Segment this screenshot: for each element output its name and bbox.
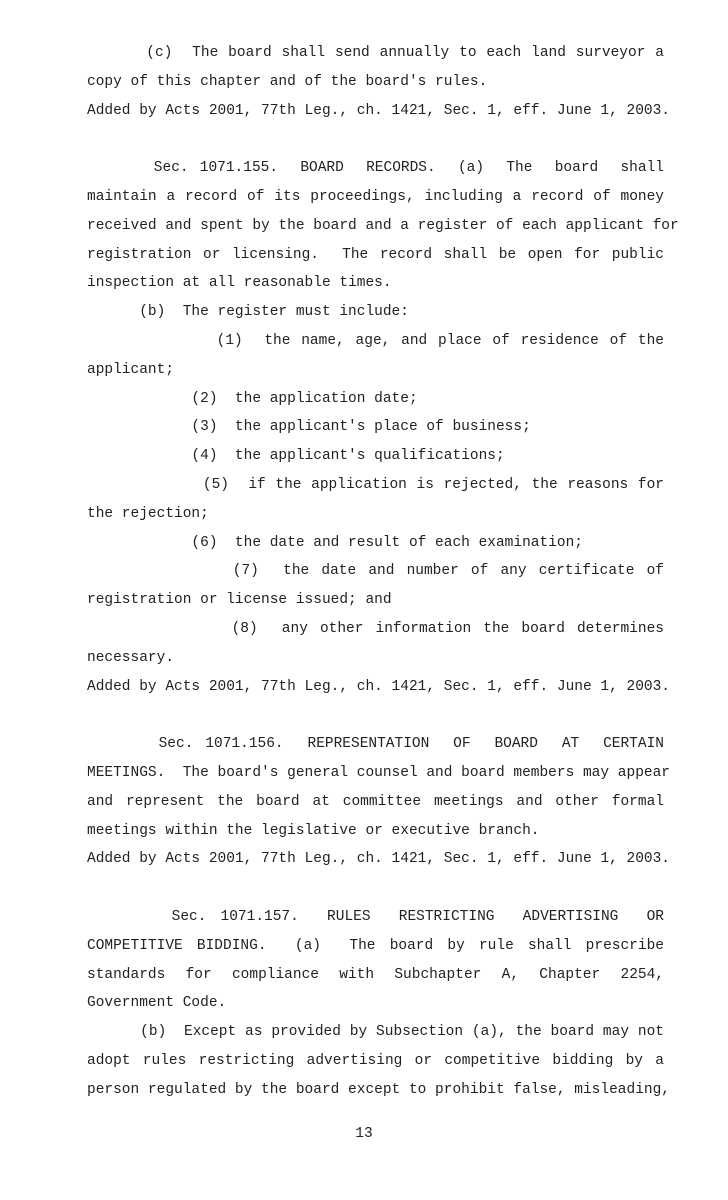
text-line: (8) any other information the board determines (87, 621, 664, 637)
text-line: COMPETITIVE BIDDING. (a) The board by rule shall prescribe (87, 937, 664, 954)
text-line: MEETINGS. The board's general counsel and board members may appear (87, 765, 670, 781)
blank-line (87, 878, 664, 898)
page-number: 13 (355, 1126, 373, 1142)
text-line: person regulated by the board except to prohibit false, misleading, (87, 1081, 670, 1098)
text-line: necessary. (87, 649, 175, 666)
text-line: inspection at all reasonable times. (87, 275, 392, 292)
text-line: Added by Acts 2001, 77th Leg., ch. 1421, Sec. 1, eff. June 1, 2003. (87, 102, 670, 119)
text-line: (c) The board shall send annually to each land surveyor a (87, 45, 664, 61)
text-line: applicant; (87, 361, 175, 378)
text-line: Added by Acts 2001, 77th Leg., ch. 1421, Sec. 1, eff. June 1, 2003. (87, 678, 670, 695)
text-line: adopt rules restricting advertising or competitive bidding by a (87, 1053, 664, 1069)
text-line: registration or license issued; and (87, 592, 392, 609)
text-line: (4) the applicant's qualifications; (87, 448, 505, 465)
text-line: copy of this chapter and of the board's rules. (87, 73, 488, 90)
text-line: (3) the applicant's place of business; (87, 419, 531, 436)
text-line: Sec. 1071.155. BOARD RECORDS. (a) The board shall (87, 160, 664, 177)
text-line: registration or licensing. The record shall be open for public (87, 246, 664, 263)
text-line: Added by Acts 2001, 77th Leg., ch. 1421, Sec. 1, eff. June 1, 2003. (87, 851, 670, 868)
text-line: Government Code. (87, 995, 227, 1012)
blank-line (87, 705, 664, 725)
text-line: (b) Except as provided by Subsection (a), the board may not (87, 1024, 664, 1041)
text-line: (7) the date and number of any certificate of (87, 563, 664, 580)
text-line: standards for compliance with Subchapter A, Chapter 2254, (87, 966, 664, 983)
text-line: meetings within the legislative or executive branch. (87, 822, 540, 839)
text-line: (b) The register must include: (87, 304, 409, 321)
text-line: the rejection; (87, 505, 209, 522)
text-line: (2) the application date; (87, 390, 418, 407)
text-line: (6) the date and result of each examination; (87, 534, 583, 551)
text-line: Sec. 1071.157. RULES RESTRICTING ADVERTISING OR (87, 909, 664, 925)
text-line: maintain a record of its proceedings, including a record of money (87, 189, 664, 205)
text-line: and represent the board at committee meetings and other formal (87, 793, 664, 810)
text-line: (1) the name, age, and place of residence of the (87, 333, 664, 349)
text-line: received and spent by the board and a register of each applicant for (87, 217, 679, 234)
text-line: Sec. 1071.156. REPRESENTATION OF BOARD AT CERTAIN (87, 736, 664, 753)
text-line: (5) if the application is rejected, the reasons for (87, 477, 664, 493)
blank-line (87, 129, 664, 149)
